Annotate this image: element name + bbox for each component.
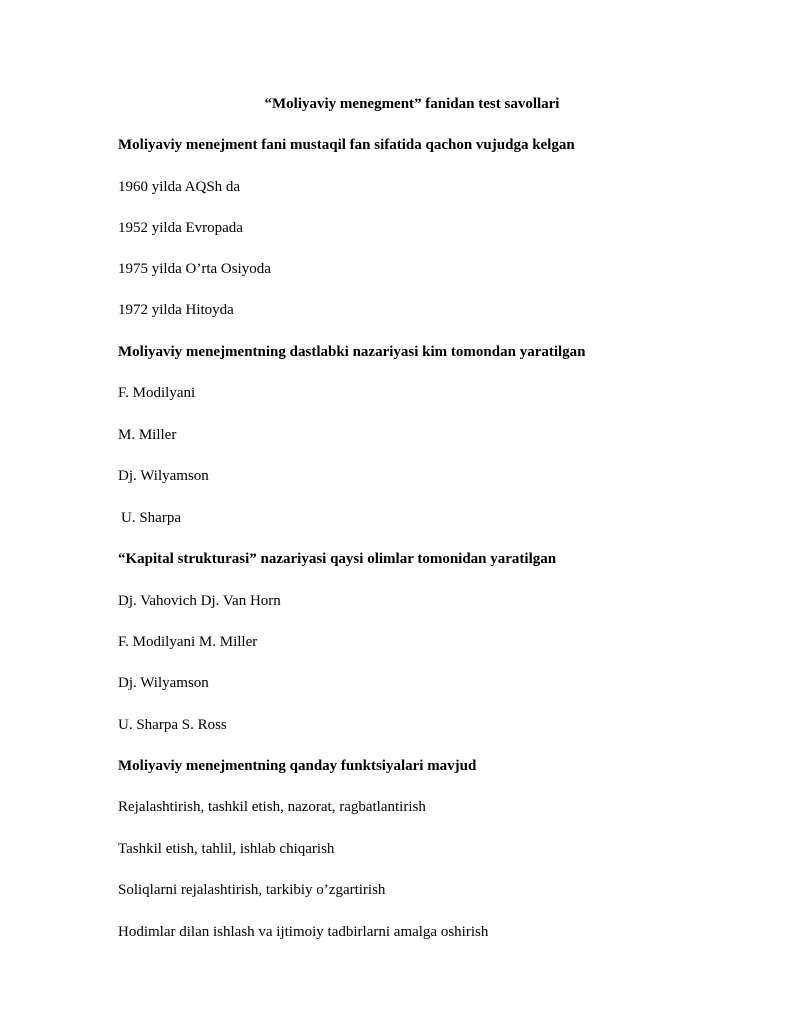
question-2-option-4: U. Sharpa bbox=[121, 510, 181, 526]
document-title: “Moliyaviy menegment” fanidan test savollari bbox=[264, 96, 560, 112]
question-1-option-3: 1975 yilda O’rta Osiyoda bbox=[118, 261, 271, 277]
question-2-option-2: M. Miller bbox=[118, 427, 177, 443]
question-3-option-4: U. Sharpa S. Ross bbox=[118, 717, 227, 733]
question-4-option-1: Rejalashtirish, tashkil etish, nazorat, ragbatlantirish bbox=[118, 799, 426, 815]
question-3: “Kapital strukturasi” nazariyasi qaysi olimlar tomonidan yaratilgan bbox=[118, 551, 557, 567]
question-4-option-2: Tashkil etish, tahlil, ishlab chiqarish bbox=[118, 841, 335, 857]
question-4-option-4: Hodimlar dilan ishlash va ijtimoiy tadbirlarni amalga oshirish bbox=[118, 924, 489, 940]
question-1-option-4: 1972 yilda Hitoyda bbox=[118, 302, 234, 318]
question-1-option-2: 1952 yilda Evropada bbox=[118, 220, 243, 236]
question-3-option-2: F. Modilyani M. Miller bbox=[118, 634, 258, 650]
question-1-option-1: 1960 yilda AQSh da bbox=[118, 179, 241, 195]
question-2: Moliyaviy menejmentning dastlabki nazariyasi kim tomondan yaratilgan bbox=[118, 344, 586, 360]
question-3-option-3: Dj. Wilyamson bbox=[118, 675, 209, 691]
question-2-option-1: F. Modilyani bbox=[118, 385, 196, 401]
question-2-option-3: Dj. Wilyamson bbox=[118, 468, 209, 484]
question-1: Moliyaviy menejment fani mustaqil fan sifatida qachon vujudga kelgan bbox=[118, 137, 575, 153]
question-3-option-1: Dj. Vahovich Dj. Van Horn bbox=[118, 593, 281, 609]
question-4-option-3: Soliqlarni rejalashtirish, tarkibiy o’zgartirish bbox=[118, 882, 386, 898]
question-4: Moliyaviy menejmentning qanday funktsiyalari mavjud bbox=[118, 758, 477, 774]
